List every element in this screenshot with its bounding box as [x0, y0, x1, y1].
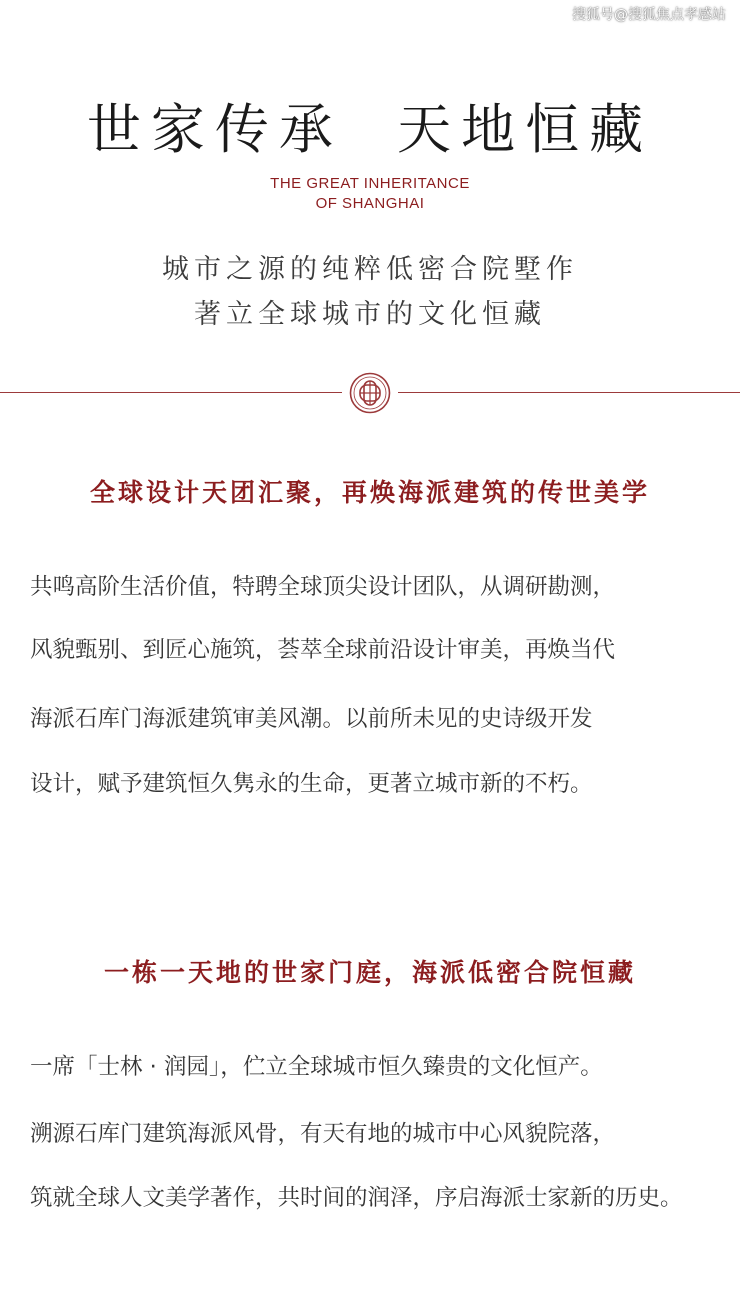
paragraph-line: 海派石库门海派建筑审美风潮。以前所未见的史诗级开发	[30, 706, 593, 732]
paragraph-line: 筑就全球人文美学著作，共时间的润泽，序启海派士家新的历史。	[30, 1185, 683, 1211]
page-title: 世家传承 天地恒藏	[86, 98, 654, 161]
english-subtitle-line-2: OF SHANGHAI	[315, 195, 425, 212]
divider-right	[398, 392, 740, 393]
english-subtitle	[0, 174, 740, 214]
section-heading-courtyard: 一栋一天地的世家门庭，海派低密合院恒藏	[103, 958, 636, 987]
paragraph-line: 设计，赋予建筑恒久隽永的生命，更著立城市新的不朽。	[30, 771, 593, 797]
watermark: 搜狐号@搜狐焦点孝感站	[572, 7, 726, 23]
english-subtitle-line-1: THE GREAT INHERITANCE	[270, 175, 470, 192]
paragraph-line: 溯源石库门建筑海派风骨，有天有地的城市中心风貌院落，	[30, 1121, 616, 1147]
paragraph-line: 一席「士林 · 润园」，伫立全球城市恒久臻贵的文化恒产。	[30, 1054, 603, 1080]
tagline-line-1: 城市之源的纯粹低密合院墅作	[162, 254, 578, 285]
paragraph-line: 共鸣高阶生活价值，特聘全球顶尖设计团队，从调研勘测，	[30, 574, 616, 600]
paragraph-line: 风貌甄别、到匠心施筑，荟萃全球前沿设计审美，再焕当代	[30, 637, 616, 663]
section-heading-design: 全球设计天团汇聚，再焕海派建筑的传世美学	[89, 478, 650, 507]
ornamental-knot-icon	[349, 372, 391, 414]
divider-left	[0, 392, 342, 393]
tagline-line-2: 著立全球城市的文化恒藏	[194, 299, 546, 330]
